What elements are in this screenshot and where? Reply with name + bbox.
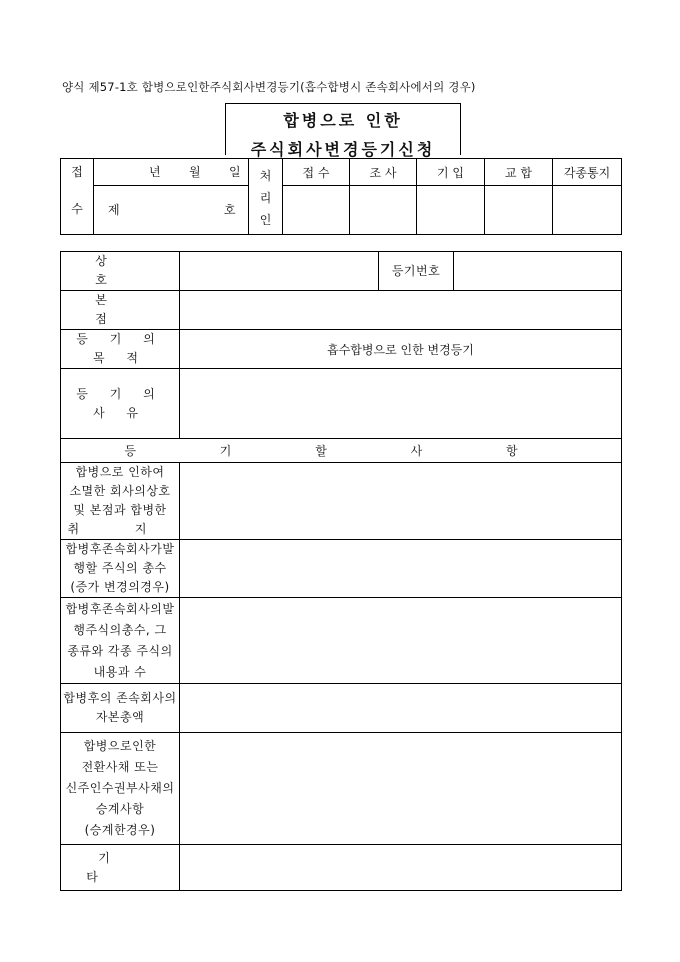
stamp-entry[interactable]	[417, 186, 485, 235]
stamp-verify[interactable]	[485, 186, 553, 235]
col-header-entry: 기 입	[417, 159, 485, 186]
head-office-input[interactable]	[180, 291, 622, 330]
item-label-total-shares: 합병후존속회사가발 행할 주식의 총수 (증가 변경의경우)	[61, 540, 180, 598]
form-caption: 양식 제57-1호 합병으로인한주식회사변경등기(흡수합병시 존속회사에서의 경우)	[62, 80, 476, 94]
item-label-capital-total: 합병후의 존속회사의 자본총액	[61, 684, 180, 733]
col-header-verify: 교 합	[485, 159, 553, 186]
cause-input[interactable]	[180, 369, 622, 439]
form-title-line2: 주식회사변경등기신청	[250, 140, 436, 159]
processing-char-1: 처	[259, 168, 272, 183]
receipt-label-cell	[61, 159, 94, 235]
application-table	[60, 251, 622, 891]
company-name-input[interactable]	[180, 252, 379, 291]
receipt-table	[60, 158, 622, 235]
col-header-notice: 각종통지	[553, 159, 622, 186]
item-input-total-shares[interactable]	[180, 540, 622, 598]
processing-char-2: 리	[259, 190, 272, 205]
stamp-review[interactable]	[350, 186, 417, 235]
receipt-su: 수	[71, 202, 83, 216]
stamp-notice[interactable]	[553, 186, 622, 235]
stamp-receipt[interactable]	[283, 186, 350, 235]
receipt-date-cell[interactable]	[94, 159, 249, 186]
date-year-label: 년	[149, 164, 161, 179]
item-label-other: 기 타	[61, 845, 180, 891]
col-header-receipt: 접 수	[283, 159, 350, 186]
receipt-je-label: 제	[108, 202, 120, 217]
item-input-issued-shares[interactable]	[180, 598, 622, 684]
col-header-review: 조 사	[350, 159, 417, 186]
processing-label-cell	[249, 159, 283, 235]
receipt-ho-label: 호	[224, 202, 236, 217]
head-office-label: 본 점	[61, 291, 180, 330]
item-input-extinguished-company[interactable]	[180, 463, 622, 540]
form-title-box	[225, 103, 461, 159]
item-input-bond-succession[interactable]	[180, 733, 622, 845]
date-month-label: 월	[189, 164, 201, 179]
purpose-value[interactable]: 흡수합병으로 인한 변경등기	[180, 330, 622, 369]
company-name-label: 상 호	[61, 252, 180, 291]
purpose-label: 등 기 의 목 적	[61, 330, 180, 369]
registration-number-label: 등기번호	[379, 252, 454, 291]
receipt-jeop: 접	[71, 165, 83, 179]
processing-char-3: 인	[259, 212, 272, 227]
item-label-extinguished-company: 합병으로 인하여 소멸한 회사의상호 및 본점과 합병한 취 지	[61, 463, 180, 540]
item-input-capital-total[interactable]	[180, 684, 622, 733]
item-label-bond-succession: 합병으로인한 전환사채 또는 신주인수권부사채의 승계사항 (승계한경우)	[61, 733, 180, 845]
form-title-line1: 합병으로 인한	[283, 111, 403, 130]
registration-number-input[interactable]	[454, 252, 622, 291]
date-day-label: 일	[229, 164, 241, 179]
items-header: 등 기 할 사 항	[61, 439, 622, 463]
receipt-number-cell[interactable]	[94, 186, 249, 235]
item-input-other[interactable]	[180, 845, 622, 891]
cause-label: 등 기 의 사 유	[61, 369, 180, 439]
item-label-issued-shares: 합병후존속회사의발 행주식의총수, 그 종류와 각종 주식의 내용과 수	[61, 598, 180, 684]
